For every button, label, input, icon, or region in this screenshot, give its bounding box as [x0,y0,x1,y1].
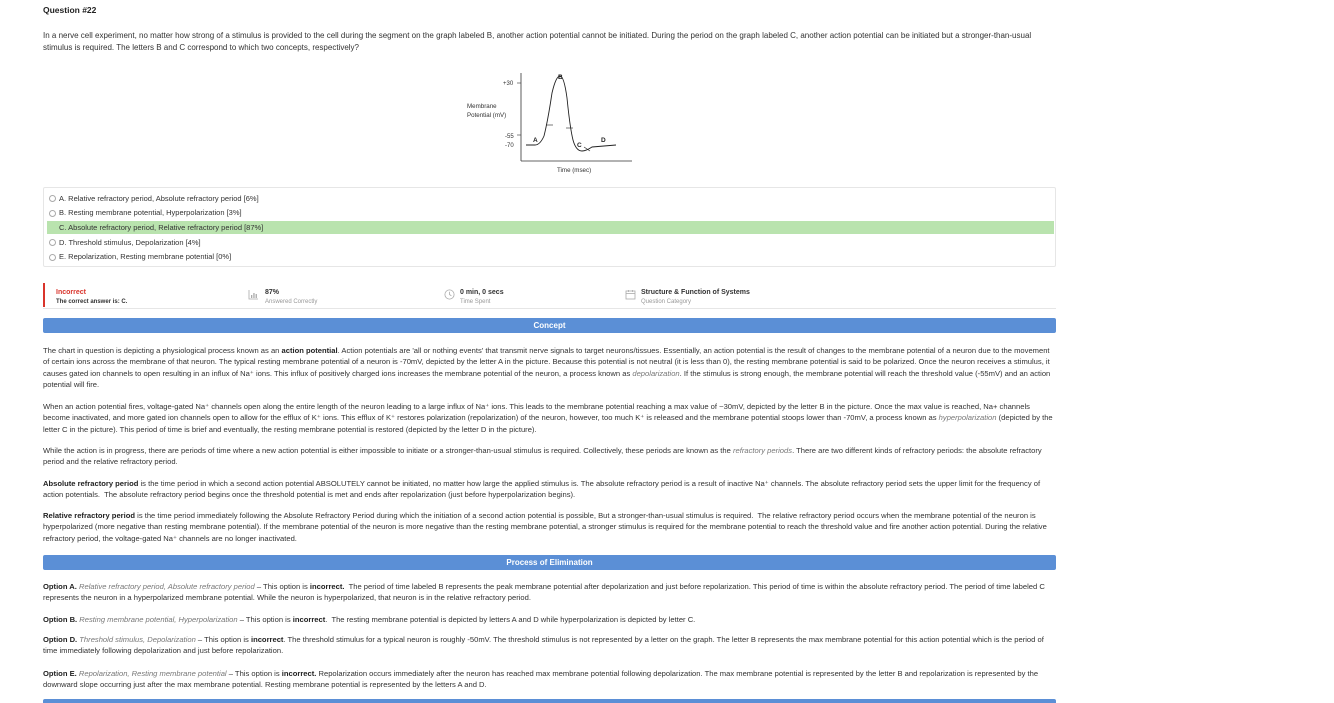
elimination-option-a: Option A. Relative refractory period, Absolute refractory period – This option is incorrect. The period of time labeled B represents the peak membrane potential after depolarization and just before repolarization. This period of time is within the absolute refractory period. The period of time labeled C represents the neuron in a hyperpolarized membrane potential. While the neuron is hyperpolarized, that neuron is in the relative refractory period. [43,582,1045,603]
option-b-label: B. Resting membrane potential, Hyperpolarization [3%] [59,208,242,218]
concept-paragraph-4: Absolute refractory period is the time period in which a second action potential ABSOLUTELY cannot be initiated, no matter how large the applied stimulus is. The absolute refractory period is a result of inactive Na⁺ channels. The absolute refractory period sets the upper limit for the frequency of action potentials. The absolute refractory period begins once the threshold potential is met and ends after repolarization (just before hyperpolarization begins). [43,479,1041,500]
result-stats [43,283,1056,309]
calendar-icon [625,289,636,300]
percent-value: 87% [265,289,280,296]
concept-paragraph-2: When an action potential fires, voltage-gated Na⁺ channels open along the entire length of the neuron leading to a large influx of Na⁺ ions. This leads to the membrane potential reaching a max value of ~30mV, depicted by the letter B in the picture. Once the max value is reached, Na+ channels become inactivated, and more gated ion channels open to allow for the efflux of K⁺ ions. This efflux of K⁺ restores polarization (repolarization) of the neuron, however, too much K⁺ is released and the membrane potential stoops lower than -70mV, a process known as hyperpolarization (depicted by the letter C in the picture). This period of time is brief and eventually, the resting membrane potential is restored (depicted by the letter D in the picture). [43,402,1053,434]
graph-label-b: B [558,74,563,81]
question-text: In a nerve cell experiment, no matter how strong of a stimulus is provided to the cell during the segment on the graph labeled B, another action potential cannot be initiated. During the period on the graph labeled C, another action potential can be initiated but a stronger-than-usual stimulus is required. The letters B and C correspond to which two concepts, respectively? [43,31,1032,52]
concept-paragraph-1: The chart in question is depicting a physiological process known as an action potential. Action potentials are 'all or nothing events' that transmit nerve signals to target neurons/tissues. Essentially, an action potential is the result of changes to the membrane potential of a neuron due to the movement of certain ions across the membrane of that neuron. The typical resting membrane potential of a neuron is -70mV, depicted by the letter A in the picture. Because this potential is not neutral (it is less than 0), the resting membrane potential is said to be polarized. Once the neuron receives a stimulus, it causes gated ion channels to open resulting in an influx of Na⁺ ions. This influx of positively charged ions increases the membrane potential of the neuron, a process known as depolarization. If the stimulus is strong enough, the membrane potential will reach the threshold value (-55mV) and an action potential will fire. [43,346,1051,389]
time-spent [443,283,618,307]
graph-label-a: A [533,137,538,144]
option-e-label: E. Repolarization, Resting membrane potential [0%] [59,252,232,262]
category-sub: Question Category [641,299,692,305]
graph-xlabel: Time (msec) [557,167,592,174]
option-d-label: D. Threshold stimulus, Depolarization [4%] [59,237,201,247]
concept-paragraph-3: While the action is in progress, there are periods of time where a new action potential is either impossible to initiate or a stronger-than-usual stimulus is required. Collectively, these periods are known as the refractory periods. There are two different kinds of refractory periods: the absolute refractory period and the relative refractory period. [43,446,1042,467]
result-status [43,283,243,307]
option-e[interactable] [47,251,1054,264]
graph-ylabel-1: Membrane [467,103,497,110]
radio-icon[interactable] [49,195,56,202]
elimination-option-b: Option B. Resting membrane potential, Hyperpolarization – This option is incorrect. The resting membrane potential is depicted by letters A and D while hyperpolarization is depicted by letter C. [43,615,696,624]
action-potential-graph [460,68,640,178]
radio-icon[interactable] [49,210,56,217]
correct-answer-text: The correct answer is: C. [56,299,128,305]
percent-sub: Answered Correctly [265,299,318,305]
answer-options [43,187,1056,267]
option-c-label: C. Absolute refractory period, Relative refractory period [87%] [59,222,264,232]
concept-paragraph-5: Relative refractory period is the time period immediately following the Absolute Refractory Period during which the initiation of a second action potential is possible, But a stronger-than-usual stimulus is required. The relative refractory period occurs when the membrane potential of the neuron is hyperpolarized (more negative than resting membrane potential). If the membrane potential of the neuron is more negative than the resting membrane potential, a stronger stimulus is required for the membrane potential to reach the threshold value and fire another action potential. During the relative refractory period, the voltage-gated Na⁺ channels are no longer inactivated. [43,511,1047,543]
bar-chart-icon [248,289,259,300]
graph-tick-mid: -55 [505,134,514,140]
category-value: Structure & Function of Systems [641,289,750,296]
graph-label-d: D [601,137,606,144]
elimination-header: Process of Elimination [43,555,1056,570]
result-label: Incorrect [56,289,86,296]
option-a-label: A. Relative refractory period, Absolute refractory period [6%] [59,193,259,203]
question-number: Question #22 [43,5,97,15]
radio-icon[interactable] [49,254,56,261]
option-b[interactable] [47,207,1054,220]
radio-icon[interactable] [49,239,56,246]
option-c[interactable] [47,221,1054,234]
graph-tick-low: -70 [505,143,514,149]
elimination-option-e: Option E. Repolarization, Resting membrane potential – This option is incorrect. Repolarization occurs immediately after the neuron has reached max membrane potential following depolarization. The max membrane potential is represented by the letter B and repolarization is represented by the downward slope occurring just after the max membrane potential. Resting membrane potential is represented by the letters A and D. [43,669,1039,690]
graph-tick-top: +30 [503,81,514,87]
time-value: 0 min, 0 secs [460,289,504,296]
question-category [624,283,874,307]
graph-ylabel-2: Potential (mV) [467,112,507,119]
clock-icon [444,289,455,300]
percent-correct [248,283,438,307]
option-a[interactable] [47,192,1054,205]
graph-label-c: C [577,142,582,149]
option-d[interactable] [47,236,1054,249]
next-section-header [43,699,1056,703]
concept-header: Concept [43,318,1056,333]
time-sub: Time Spent [460,299,491,305]
elimination-option-d: Option D. Threshold stimulus, Depolarization – This option is incorrect. The threshold stimulus for a typical neuron is roughly -50mV. The threshold stimulus is not represented by a letter on the graph. The letter B represents the max membrane potential for this action potential which is the period of time immediately following depolarization and just before repolarization. [43,635,1044,656]
